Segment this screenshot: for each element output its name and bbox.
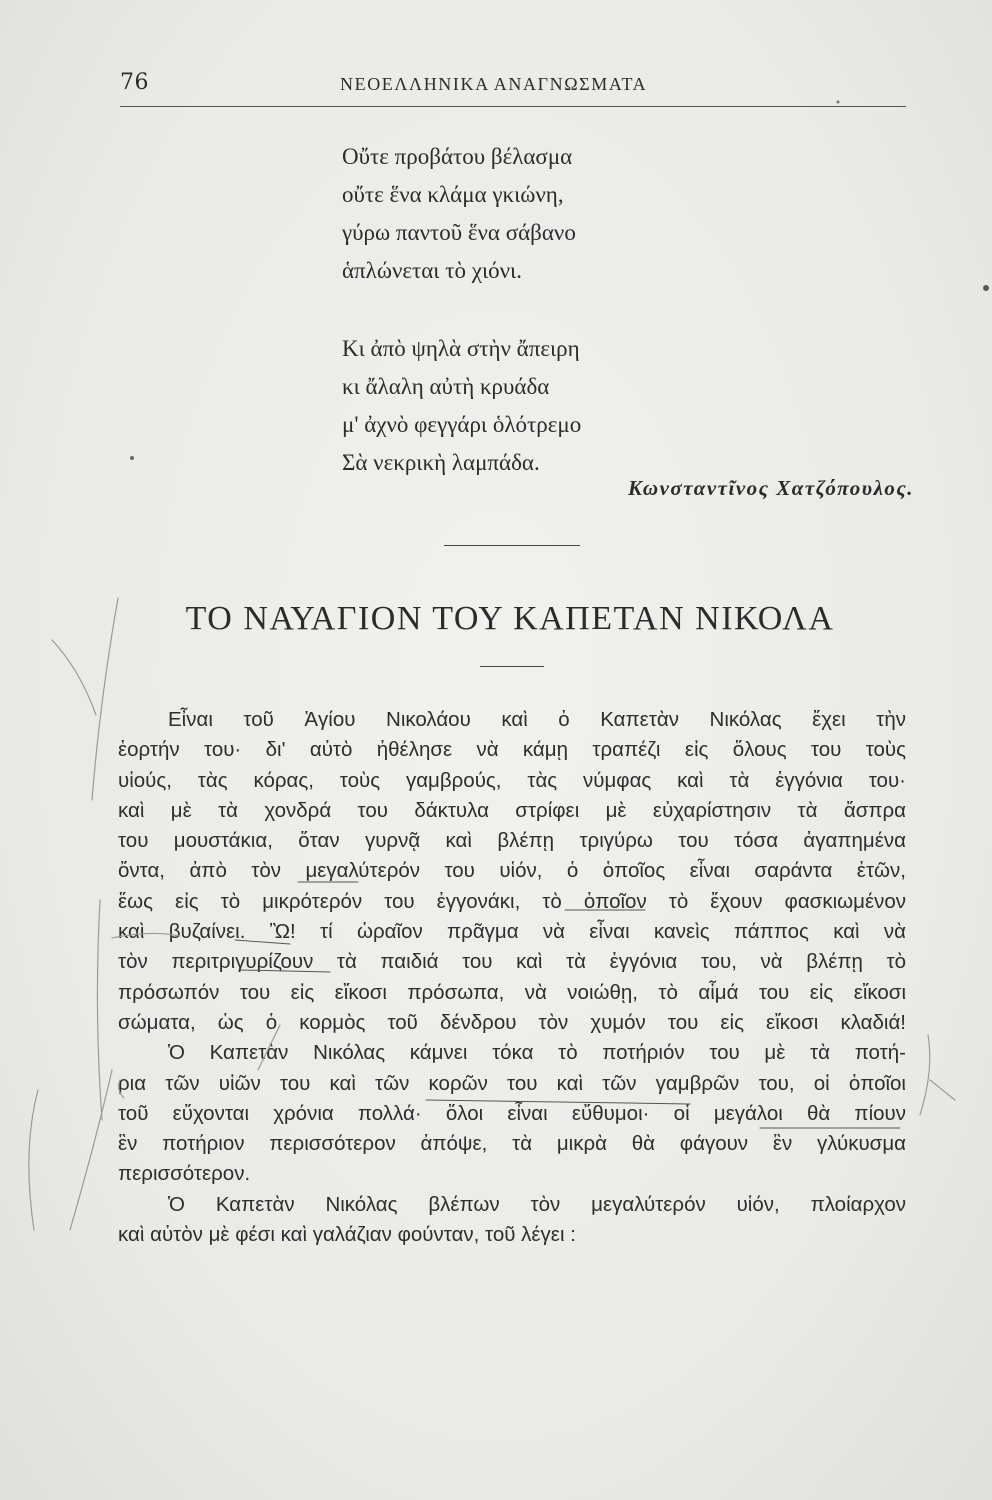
- header-rule: [120, 106, 906, 107]
- poem-stanza: [342, 138, 581, 290]
- page-number: 76: [120, 70, 149, 95]
- ink-dot: [983, 285, 989, 291]
- text-line: υἱούς, τὰς κόρας, τοὺς γαμβρούς, τὰς νύμφας καὶ τὰ ἐγγόνια του·: [118, 768, 906, 792]
- ink-dot: [130, 456, 134, 460]
- pencil-stroke: [92, 598, 118, 800]
- poem: [342, 138, 581, 482]
- text-line: ἕως εἰς τὸ μικρότερόν του ἐγγονάκι, τὸ ὁποῖον τὸ ἔχουν φασκιωμένον: [118, 889, 906, 913]
- poem-line: Οὔτε προβάτου βέλασμα: [342, 144, 573, 169]
- poem-line: μ' ἀχνὸ φεγγάρι ὁλότρεμο: [342, 412, 582, 437]
- poem-author: Κωνσταντῖνος Χατζόπουλος.: [628, 476, 914, 500]
- stanza-gap: [342, 290, 581, 330]
- text-line: καὶ αὐτὸν μὲ φέσι καὶ γαλάζιαν φούνταν, τοῦ λέγει :: [118, 1223, 576, 1247]
- ink-dot: [837, 101, 840, 104]
- text-line: ἑορτήν του· δι' αὐτὸ ἠθέλησε νὰ κάμῃ τραπέζι εἰς ὅλους του τοὺς: [118, 738, 906, 762]
- text-line: τοῦ εὔχονται χρόνια πολλά· ὅλοι εἶναι εὔθυμοι· οἱ μεγάλοι θὰ πίουν: [118, 1101, 906, 1125]
- poem-line: γύρω παντοῦ ἕνα σάβανο: [342, 220, 576, 245]
- running-title: ΝΕΟΕΛΛΗΝΙΚΑ ΑΝΑΓΝΩΣΜΑΤΑ: [340, 74, 648, 94]
- pencil-stroke: [930, 1080, 955, 1100]
- pencil-stroke: [920, 1035, 930, 1115]
- poem-stanza: [342, 330, 581, 482]
- text-line: ἓν ποτήριον περισσότερον ἀπόψε, τὰ μικρὰ θὰ φάγουν ἓν γλύκυσμα: [118, 1132, 906, 1156]
- text-line: τὸν περιτριγυρίζουν τὰ παιδιά του καὶ τὰ ἐγγόνια του, νὰ βλέπῃ τὸ: [118, 950, 906, 974]
- title-rule: [480, 666, 544, 667]
- text-line: Εἶναι τοῦ Ἁγίου Νικολάου καὶ ὁ Καπετὰν Νικόλας ἔχει τὴν: [168, 708, 906, 731]
- poem-line: Κι ἀπὸ ψηλὰ στὴν ἄπειρη: [342, 336, 580, 361]
- text-line: Ὁ Καπετὰν Νικόλας κάμνει τόκα τὸ ποτήριόν του μὲ τὰ ποτή-: [168, 1041, 906, 1065]
- poem-line: οὔτε ἕνα κλάμα γκιώνη,: [342, 182, 564, 207]
- text-line: ρια τῶν υἱῶν του καὶ τῶν κορῶν του καὶ τῶν γαμβρῶν του, οἱ ὁποῖοι: [118, 1071, 906, 1095]
- text-line: του μουστάκια, ὅταν γυρνᾷ καὶ βλέπῃ τριγύρω του τόσα ἀγαπημένα: [118, 829, 906, 853]
- pencil-stroke: [52, 640, 96, 715]
- text-line: καὶ μὲ τὰ χονδρά του δάκτυλα στρίφει μὲ εὐχαρίστησιν τὰ ἄσπρα: [118, 798, 906, 822]
- pencil-stroke: [97, 900, 102, 1120]
- text-line: περισσότερον.: [118, 1162, 251, 1186]
- poem-line: ἁπλώνεται τὸ χιόνι.: [342, 258, 522, 283]
- page-header: [120, 70, 910, 100]
- text-line: καὶ βυζαίνει. Ὢ! τί ὡραῖον πρᾶγμα νὰ εἶναι κανεὶς πάππος καὶ νὰ: [118, 920, 906, 944]
- text-line: πρόσωπόν του εἰς εἴκοσι πρόσωπα, νὰ νοιώθῃ, τὸ αἷμά του εἰς εἴκοσι: [118, 980, 906, 1004]
- text-line: ὄντα, ἀπὸ τὸν μεγαλύτερόν του υἱόν, ὁ ὁποῖος εἶναι σαράντα ἐτῶν,: [118, 859, 906, 883]
- pencil-stroke: [70, 1070, 112, 1230]
- pencil-stroke: [29, 1090, 38, 1230]
- text-line: σώματα, ὡς ὁ κορμὸς τοῦ δένδρου τὸν χυμόν του εἰς εἴκοσι κλαδιά!: [118, 1010, 906, 1034]
- poem-line: Σὰ νεκρικὴ λαμπάδα.: [342, 450, 540, 475]
- text-line: Ὁ Καπετὰν Νικόλας βλέπων τὸν μεγαλύτερόν υἱόν, πλοίαρχον: [168, 1192, 906, 1216]
- section-divider: [444, 545, 580, 546]
- article-title: ΤΟ ΝΑΥΑΓΙΟΝ ΤΟΥ ΚΑΠΕΤΑΝ ΝΙΚΟΛΑ: [185, 600, 835, 637]
- poem-line: κι ἄλαλη αὐτὴ κρυάδα: [342, 374, 550, 399]
- article-body: [118, 705, 906, 1250]
